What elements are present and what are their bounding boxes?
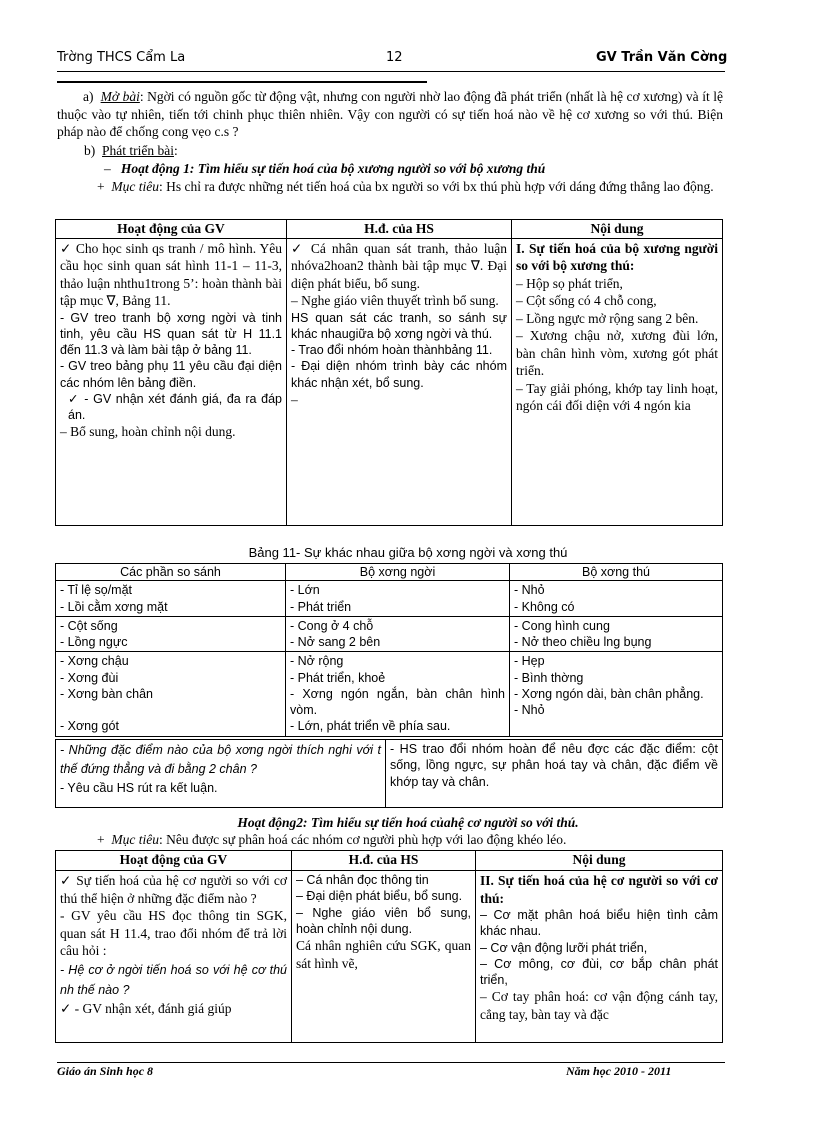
content-item: – Lồng ngực mở rộng sang 2 bên. (516, 310, 699, 326)
answer-cell: - HS trao đổi nhóm hoàn để nêu đợc các đặc điểm: cột sống, lồng ngực, sự phân hoá tay và chân, đặc điểm về khớp tay và chân. (386, 740, 723, 808)
question-cell: - Những đặc điểm nào của bộ xơng ngời thích nghi với t thế đứng thẳng và đi bằng 2 chân ? - Yêu cầu HS rút ra kết luận. (56, 740, 386, 808)
content-cell (476, 871, 723, 1043)
hs-item: – (291, 391, 298, 407)
content-item: – Cơ tay phân hoá: cơ vận động cánh tay, cẳng tay, bàn tay và đặc (480, 989, 718, 1022)
hs-item: Cá nhân nghiên cứu SGK, quan sát hình vẽ, (296, 938, 471, 971)
content-title: II. Sự tiến hoá của hệ cơ người so với cơ thú: (480, 873, 718, 906)
header-school: Trờng THCS Cẩm La (57, 50, 186, 65)
page-number: 12 (386, 50, 403, 65)
hs-item: – Cá nhân đọc thông tin (296, 873, 429, 887)
hs-item: ✓ Cá nhân quan sát tranh, thảo luận nhóva2hoan2 thành bài tập mục ∇. Đại diện phát biểu, bổ sung. (291, 240, 507, 291)
content-item: – Cơ vận động lưỡi phát triển, (480, 940, 648, 955)
content-item: – Hộp sọ phát triển, (516, 275, 623, 291)
content-item: – Cơ mặt phân hoá biểu hiện tình cảm khác nhau. (480, 908, 718, 939)
gv-activities (56, 871, 292, 1043)
content-item: – Cột sống có 4 chỗ cong, (516, 293, 657, 309)
gv-activities (56, 238, 287, 525)
hs-item: - Đại diện nhóm trình bày các nhóm khác nhận xét, bổ sung. (291, 359, 507, 390)
hs-item: – Nghe giáo viên bổ sung, hoàn chỉnh nội dung. (296, 905, 471, 936)
gv-item: – Bổ sung, hoàn chỉnh nội dung. (60, 424, 236, 440)
gv-item: ✓ Cho học sinh qs tranh / mô hình. Yêu cầu học sinh quan sát hình 11-1 – 11-3, thảo luận nhthu1trong 5’: hoàn thành bài tập mục ∇, Bảng 11. (60, 240, 282, 309)
col-header-part: Các phần so sánh (56, 564, 286, 581)
hs-item: - Trao đổi nhóm hoàn thànhbảng 11. (291, 343, 493, 358)
objective1: + Mục tiêu: Hs chỉ ra được những nét tiến hoá của bx người so với bx thú phù hợp với dáng đứng thẳng lao động. (97, 179, 714, 194)
col-header-animal: Bộ xơng thú (510, 564, 723, 581)
gv-item: - Hệ cơ ở ngời tiến hoá so với hệ cơ thú nh thế nào ? (60, 962, 287, 997)
hs-activities (287, 238, 512, 525)
activity2-title: Hoạt động2: Tìm hiểu sự tiến hoá củahệ cơ người so với thú. (237, 815, 579, 830)
table-row: - Cột sống - Lồng ngực - Cong ở 4 chỗ - Nở sang 2 bên - Cong hình cung - Nở theo chiều lng bụng (56, 616, 723, 652)
table-row: - Tỉ lệ sọ/mặt - Lồi cằm xơng mặt - Lớn - Phát triển - Nhỏ - Không có (56, 581, 723, 617)
short-rule (57, 81, 427, 83)
col-header-content: Nội dung (512, 220, 723, 239)
col-header-gv: Hoạt động của GV (56, 220, 287, 239)
col-header-hs: H.đ. của HS (292, 851, 476, 871)
intro-b: b) Phát triển bài: (84, 143, 178, 158)
col-header-human: Bộ xơng ngời (286, 564, 510, 581)
gv-item: ✓ - GV nhận xét, đánh giá giúp (60, 1000, 232, 1016)
content-cell (512, 238, 723, 525)
hs-activities (292, 871, 476, 1043)
question-table (55, 739, 723, 808)
hs-item: – Đại diện phát biểu, bổ sung. (296, 889, 463, 904)
content-item: – Xương chậu nở, xương đùi lớn, bàn chân hình vòm, xương gót phát triển. (516, 328, 718, 379)
gv-item: - GV treo bảng phụ 11 yêu cầu đại diện các nhóm lên bảng điền. (60, 359, 282, 390)
col-header-hs: H.đ. của HS (287, 220, 512, 239)
table2-caption: Bảng 11- Sự khác nhau giữa bộ xơng ngời và xơng thú (248, 545, 568, 560)
header-rule (57, 71, 725, 72)
comparison-table (55, 563, 723, 737)
content-item: – Tay giải phóng, khớp tay linh hoạt, ngón cái đối diện với 4 ngón kia (516, 380, 718, 414)
gv-item: - GV yêu cầu HS đọc thông tin SGK, quan sát H 11.4, trao đổi nhóm để trả lời câu hỏi : (60, 908, 287, 959)
gv-item: ✓ Sự tiến hoá của hệ cơ người so với cơ thú thể hiện ở những đặc điểm nào ? (60, 873, 287, 906)
intro-a: a) Mở bài: Ngời có nguồn gốc từ động vật, nhưng con người nhờ lao động đã phát triển (nhất là hệ cơ xương) và ít lệ thuộc vào tự nhiên, tiến tới chinh phục thiên nhiên. Vậy con người có sự tiến hoá nào về hệ cơ xương so với thú. Biện pháp nào để chống cong vẹo c.s ? (57, 89, 723, 140)
col-header-gv: Hoạt động của GV (56, 851, 292, 871)
footer-left: Giáo án Sinh học 8 (57, 1064, 154, 1078)
hs-item: HS quan sát các tranh, so sánh sự khác nhaugiữa bộ xơng ngời và thú. (291, 310, 507, 341)
content-item: – Cơ mông, cơ đùi, cơ bắp chân phát triển, (480, 956, 718, 988)
gv-item: ✓ - GV nhận xét đánh giá, đa ra đáp án. (68, 391, 282, 423)
footer-right: Năm học 2010 - 2011 (566, 1064, 672, 1078)
activity1-title: – Hoạt động 1: Tìm hiểu sự tiến hoá của bộ xương người so với bộ xương thú (104, 161, 546, 176)
col-header-content: Nội dung (476, 851, 723, 871)
objective2: + Mục tiêu: Nêu được sự phân hoá các nhóm cơ người phù hợp với lao động khéo léo. (97, 832, 567, 847)
activity1-table (55, 219, 723, 526)
table-row: - Xơng chậu - Xơng đùi - Xơng bàn chân - Xơng gót - Nở rộng - Phát triển, khoẻ - Xơng ngón ngắn, bàn chân hình vòm. - Lớn, phát triển về phía sau. - Hẹp - Bình thờng - Xơng ngón dài, bàn chân phẳng. - Nhỏ (56, 652, 723, 736)
hs-item: – Nghe giáo viên thuyết trình bổ sung. (291, 293, 499, 309)
header-teacher: GV Trần Văn Cờng (596, 50, 728, 65)
activity2-table (55, 850, 723, 1043)
gv-item: - GV treo tranh bộ xơng ngời và tinh tinh, yêu cầu HS quan sát từ H 11.1 đến 11.3 và làm bài tập ở bảng 11. (60, 310, 282, 358)
footer-rule (57, 1062, 725, 1063)
content-title: I. Sự tiến hoá của bộ xương người so với bộ xương thú: (516, 240, 718, 274)
